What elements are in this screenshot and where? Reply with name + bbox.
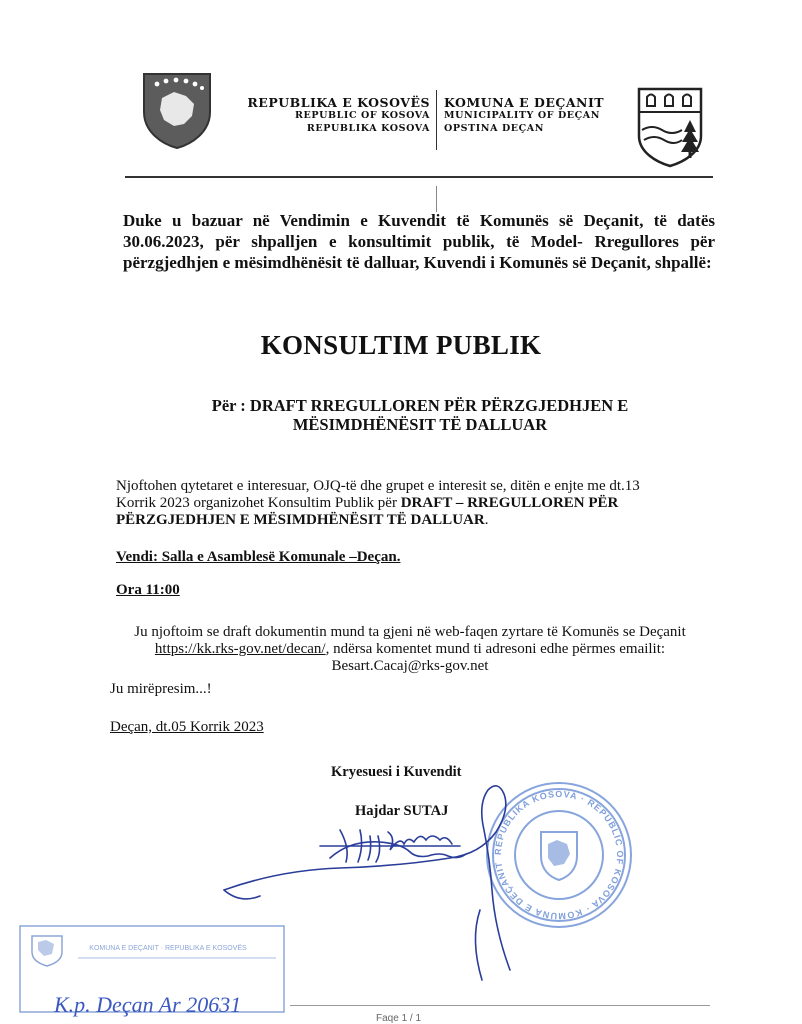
header-municipality-serbian: OPSTINA DEÇAN [444,123,545,134]
place-date-line: Deçan, dt.05 Korrik 2023 [110,719,264,735]
notice-bold-text: DRAFT – RREGULLOREN PËR PËRZGJEDHJEN E MËSIMDHËNËSIT TË DALLUAR [116,495,619,528]
svg-text:K.p. Deçan Ar 20631: K.p. Deçan Ar 20631 [54,992,242,1017]
document-title: KONSULTIM PUBLIK [260,330,542,360]
info-line-2: , ndërsa komentet mund ti adresoni edhe përmes emailit: [325,641,666,657]
intro-paragraph: Duke u bazuar në Vendimin e Kuvendit të Komunës së Deçanit, të datës 30.06.2023, për shpalljen e konsultimit publik, të Model- Rregullores për përzgjedhjen e mësimdhënësit të dalluar, Kuvendi i Komunës së Deçanit, shpallë: [123,211,715,272]
header-republic-english: REPUBLIC OF KOSOVA [295,110,430,121]
contact-email[interactable]: Besart.Cacaj@rks-gov.net [331,658,489,674]
header-tick-mark [436,186,437,212]
header-rule [125,176,713,178]
time-line: Ora 11:00 [116,582,180,598]
handwritten-registry-note [30,990,300,1020]
header-republic-serbian: REPUBLIKA KOSOVA [306,123,430,134]
chairperson-title: Kryesuesi i Kuvendit [331,764,462,780]
chairperson-name: Hajdar SUTAJ [355,803,449,819]
notice-text: Njoftohen qytetaret e interesuar, OJQ-të dhe grupet e interesit se, ditën e enjte me dt.13 Korrik 2023 organizohet Konsultim Publik për [116,478,640,511]
kosovo-emblem-icon [140,70,214,150]
header-municipality-names [444,96,644,135]
notice-paragraph [116,478,676,529]
header-municipality-albanian: KOMUNA E DEÇANIT [444,95,605,110]
footer-rule [290,1005,710,1006]
page-number: Faqe 1 / 1 [376,1013,422,1024]
subject-line-2: MËSIMDHËNËSIT TË DALLUAR [292,415,548,434]
svg-text:KOMUNA E DEÇANIT · REPUBLIKA E: KOMUNA E DEÇANIT · REPUBLIKA E KOSOVËS [89,945,247,952]
subject-line-1: Për : DRAFT RREGULLOREN PËR PËRZGJEDHJEN E [211,396,629,415]
venue-line: Vendi: Salla e Asamblesë Komunale –Deçan. [116,549,401,565]
header-municipality-english: MUNICIPALITY OF DEÇAN [444,110,601,121]
subject-heading [200,396,640,434]
svg-text:REPUBLIKA KOSOVA · REPUBLIC OF: REPUBLIKA KOSOVA · REPUBLIC OF KOSOVA · KOMUNA E DEÇANIT [492,788,626,922]
website-link[interactable]: https://kk.rks-gov.net/decan/ [154,641,326,657]
greeting-line: Ju mirëpresim...! [110,681,212,697]
info-paragraph [100,624,720,675]
notice-end: . [484,512,489,528]
header-divider [436,90,437,150]
header-republic-names [228,96,430,135]
header-republic-albanian: REPUBLIKA E KOSOVËS [247,95,430,110]
info-line-1: Ju njoftoim se draft dokumentin mund ta gjeni në web-faqen zyrtare të Komunës se Deçanit [134,624,686,640]
municipality-emblem-icon [636,86,704,168]
